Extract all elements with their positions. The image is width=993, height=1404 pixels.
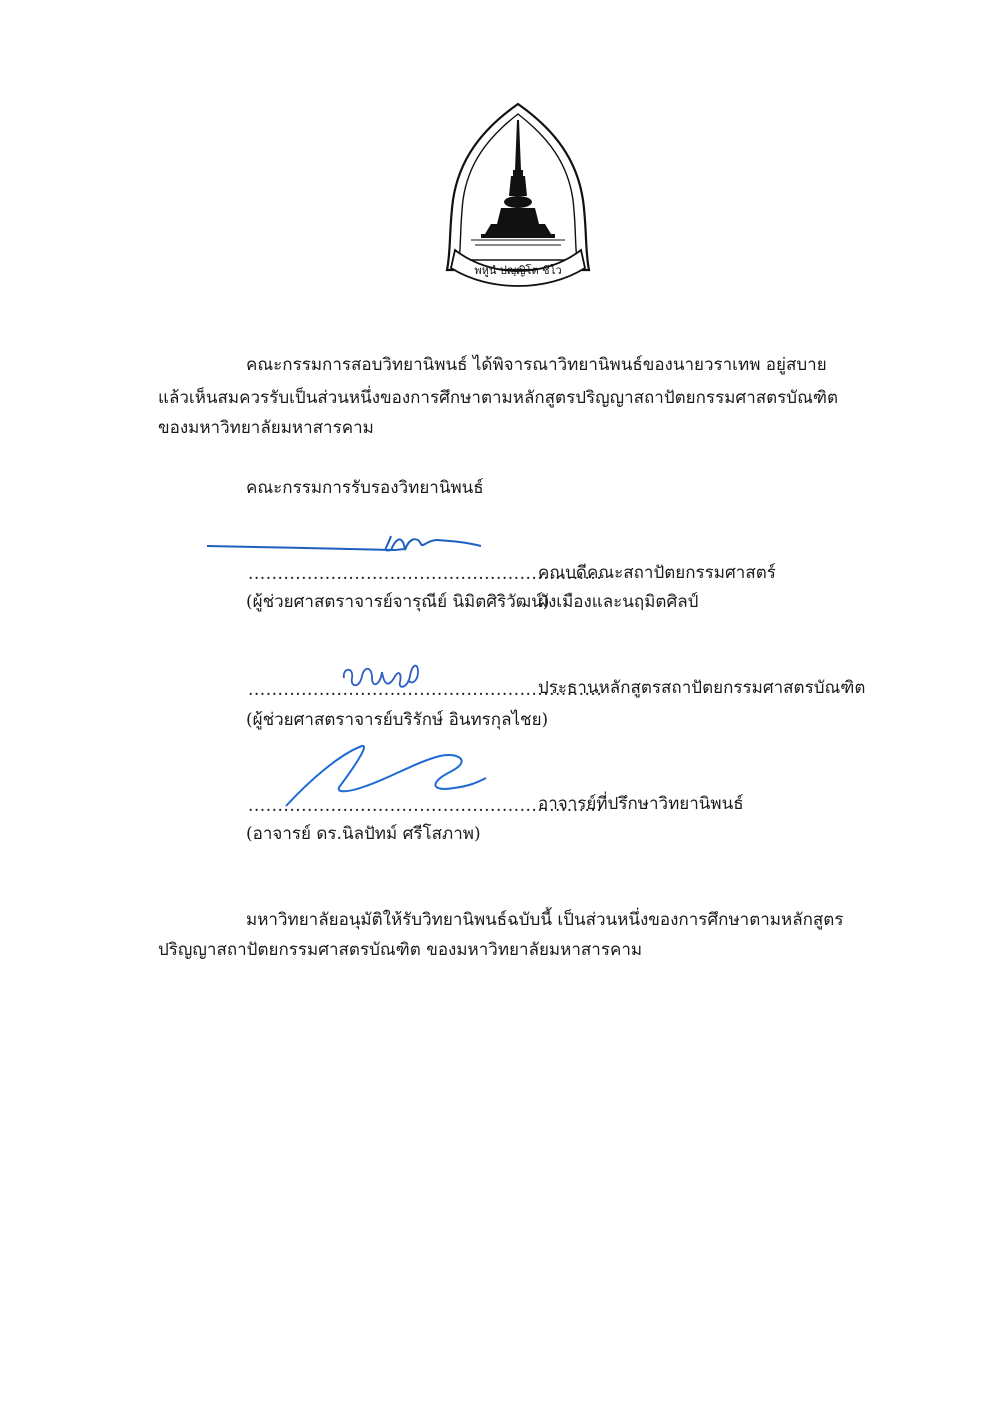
- intro-line-1: คณะกรรมการสอบวิทยานิพนธ์ ได้พิจารณาวิทยานิพนธ์ของนายวราเทพ อยู่สบาย: [246, 355, 827, 375]
- signature-3-dotted-line: ............................................................: [248, 796, 603, 816]
- signatory-3-role-line-1: อาจารย์ที่ปรึกษาวิทยานิพนธ์: [538, 794, 744, 814]
- signature-2-dotted-line: ............................................................: [248, 680, 603, 700]
- signatory-2-name: (ผู้ช่วยศาสตราจารย์บริรักษ์ อินทรกุลไชย): [246, 710, 549, 730]
- approval-line-1: มหาวิทยาลัยอนุมัติให้รับวิทยานิพนธ์ฉบับนี้ เป็นส่วนหนึ่งของการศึกษาตามหลักสูตร: [246, 910, 844, 930]
- committee-heading: คณะกรรมการรับรองวิทยานิพนธ์: [246, 478, 484, 498]
- signatory-1-name: (ผู้ช่วยศาสตราจารย์จารุณีย์ นิมิตศิริวัฒน์): [246, 592, 550, 612]
- intro-line-3: ของมหาวิทยาลัยมหาสารคาม: [158, 418, 374, 438]
- university-emblem-logo: [441, 100, 595, 290]
- signatory-2-role-line-1: ประธานหลักสูตรสถาปัตยกรรมศาสตรบัณฑิต: [538, 678, 866, 698]
- signature-1-dotted-line: ............................................................: [248, 564, 603, 584]
- signatory-3-name: (อาจารย์ ดร.นิลปัทม์ ศรีโสภาพ): [246, 824, 481, 844]
- signatory-1-role-line-1: คณบดีคณะสถาปัตยกรรมศาสตร์: [538, 563, 776, 583]
- signature-1-image: [205, 530, 495, 564]
- signatory-1-role-line-2: ผังเมืองและนฤมิตศิลป์: [538, 592, 699, 612]
- logo-motto: พหูนํ ปญฺญิโต ชีโว: [474, 264, 562, 277]
- intro-line-2: แล้วเห็นสมควรรับเป็นส่วนหนึ่งของการศึกษาตามหลักสูตรปริญญาสถาปัตยกรรมศาสตรบัณฑิต: [158, 388, 838, 408]
- approval-line-2: ปริญญาสถาปัตยกรรมศาสตรบัณฑิต ของมหาวิทยาลัยมหาสารคาม: [158, 940, 643, 960]
